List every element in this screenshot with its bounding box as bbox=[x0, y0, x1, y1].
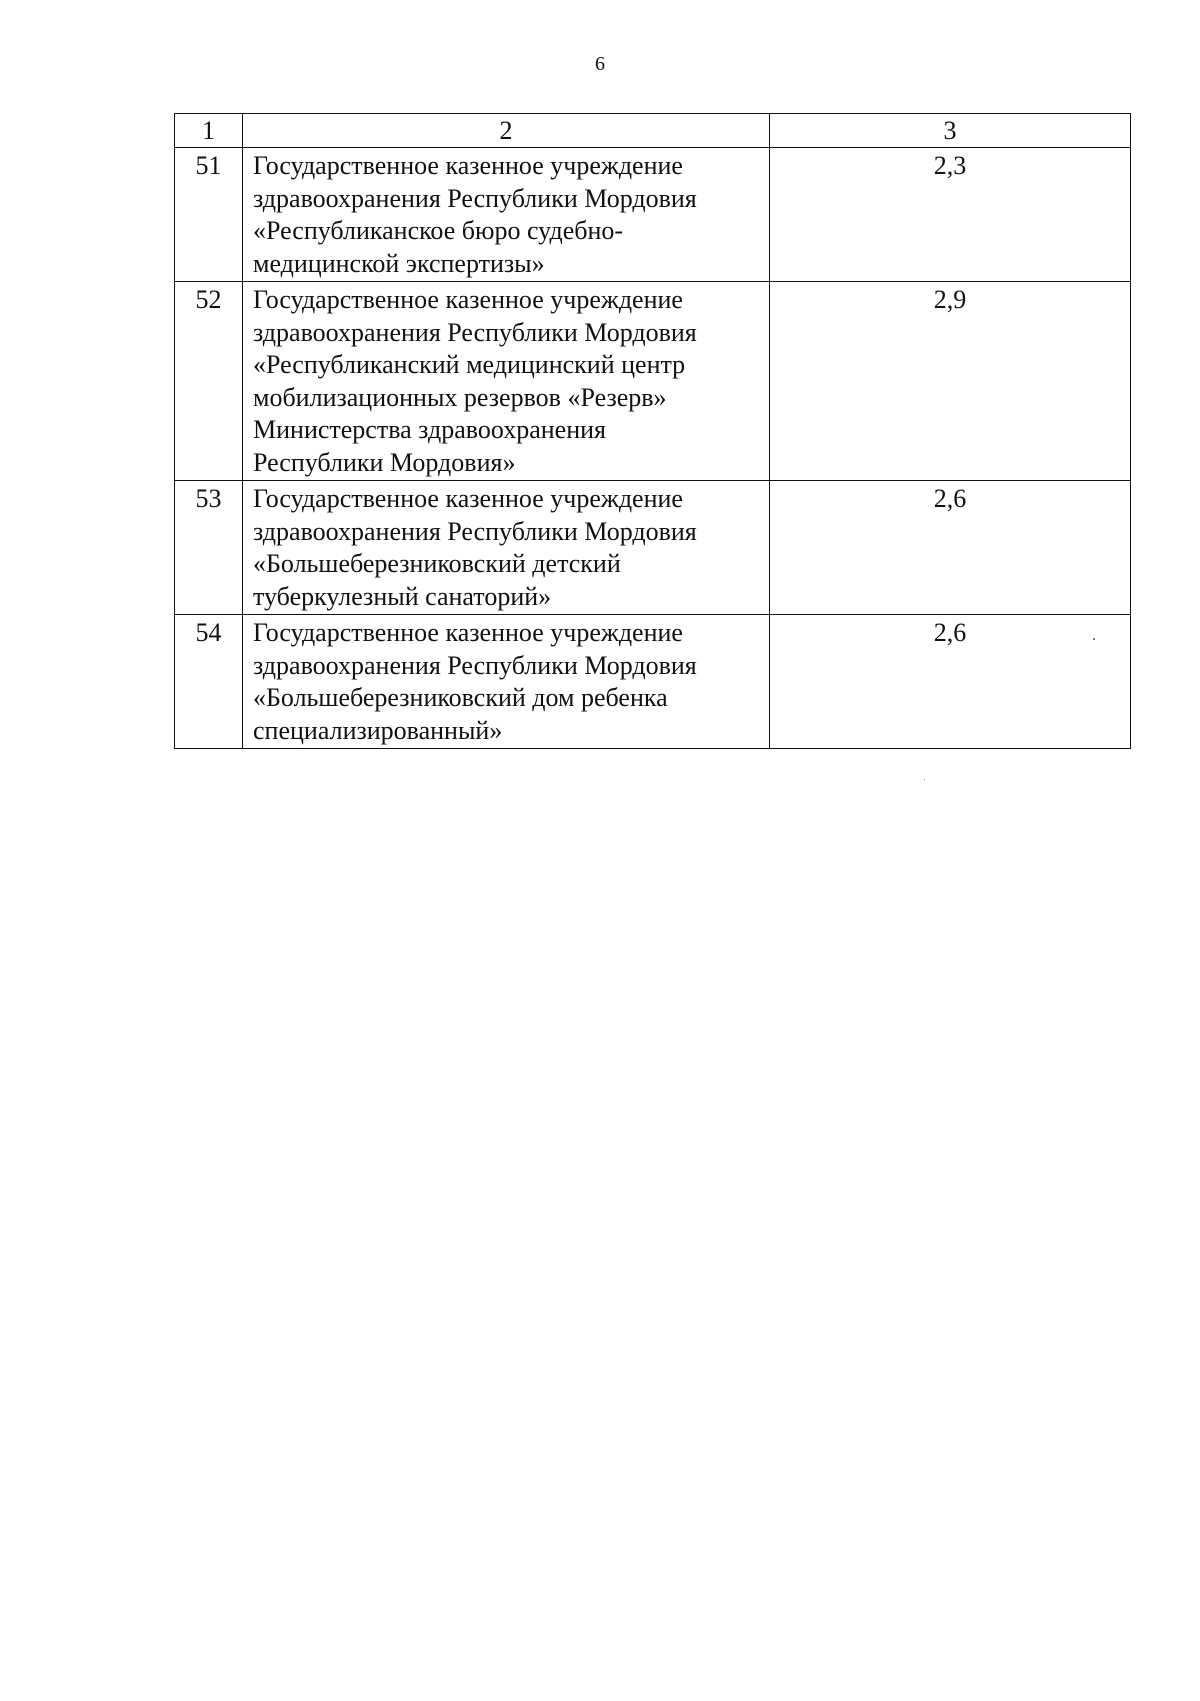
header-cell-1: 1 bbox=[175, 114, 243, 148]
page-number: 6 bbox=[595, 53, 605, 75]
name-line: Государственное казенное учреждение bbox=[253, 151, 683, 180]
table-header-row bbox=[175, 114, 1131, 148]
institution-name bbox=[243, 481, 770, 615]
table-row bbox=[175, 282, 1131, 481]
row-value: 2,9 bbox=[770, 282, 1131, 481]
row-number: 52 bbox=[175, 282, 243, 481]
name-line: «Республиканский медицинский центр bbox=[253, 350, 686, 379]
row-number: 53 bbox=[175, 481, 243, 615]
institution-name bbox=[243, 148, 770, 282]
name-line: медицинской экспертизы» bbox=[253, 248, 545, 278]
name-line: здравоохранения Республики Мордовия bbox=[253, 317, 697, 347]
name-line: Государственное казенное учреждение bbox=[253, 285, 683, 314]
name-line: Государственное казенное учреждение bbox=[253, 618, 683, 647]
row-value: 2,3 bbox=[770, 148, 1131, 282]
header-cell-3: 3 bbox=[770, 114, 1131, 148]
name-line: мобилизационных резервов «Резерв» bbox=[253, 382, 667, 412]
name-line: Государственное казенное учреждение bbox=[253, 484, 683, 513]
data-table bbox=[174, 113, 1131, 749]
row-number: 51 bbox=[175, 148, 243, 282]
name-line: здравоохранения Республики Мордовия bbox=[253, 516, 697, 546]
table-row bbox=[175, 481, 1131, 615]
scan-speck bbox=[924, 779, 925, 780]
name-line: Республики Мордовия» bbox=[253, 447, 516, 477]
name-line: специализированный» bbox=[253, 715, 503, 745]
name-line: Министерства здравоохранения bbox=[253, 415, 606, 444]
row-value: 2,6 bbox=[770, 481, 1131, 615]
table-row bbox=[175, 148, 1131, 282]
row-number: 54 bbox=[175, 615, 243, 749]
name-line: туберкулезный санаторий» bbox=[253, 581, 552, 611]
header-cell-2: 2 bbox=[243, 114, 770, 148]
name-line: «Большеберезниковский детский bbox=[253, 549, 621, 578]
institution-name bbox=[243, 282, 770, 481]
row-value: 2,6 bbox=[770, 615, 1131, 749]
table-row bbox=[175, 615, 1131, 749]
name-line: «Республиканское бюро судебно- bbox=[253, 216, 624, 245]
name-line: здравоохранения Республики Мордовия bbox=[253, 650, 697, 680]
name-line: здравоохранения Республики Мордовия bbox=[253, 183, 697, 213]
name-line: «Большеберезниковский дом ребенка bbox=[253, 683, 668, 712]
institution-name bbox=[243, 615, 770, 749]
scan-speck bbox=[1093, 638, 1095, 640]
